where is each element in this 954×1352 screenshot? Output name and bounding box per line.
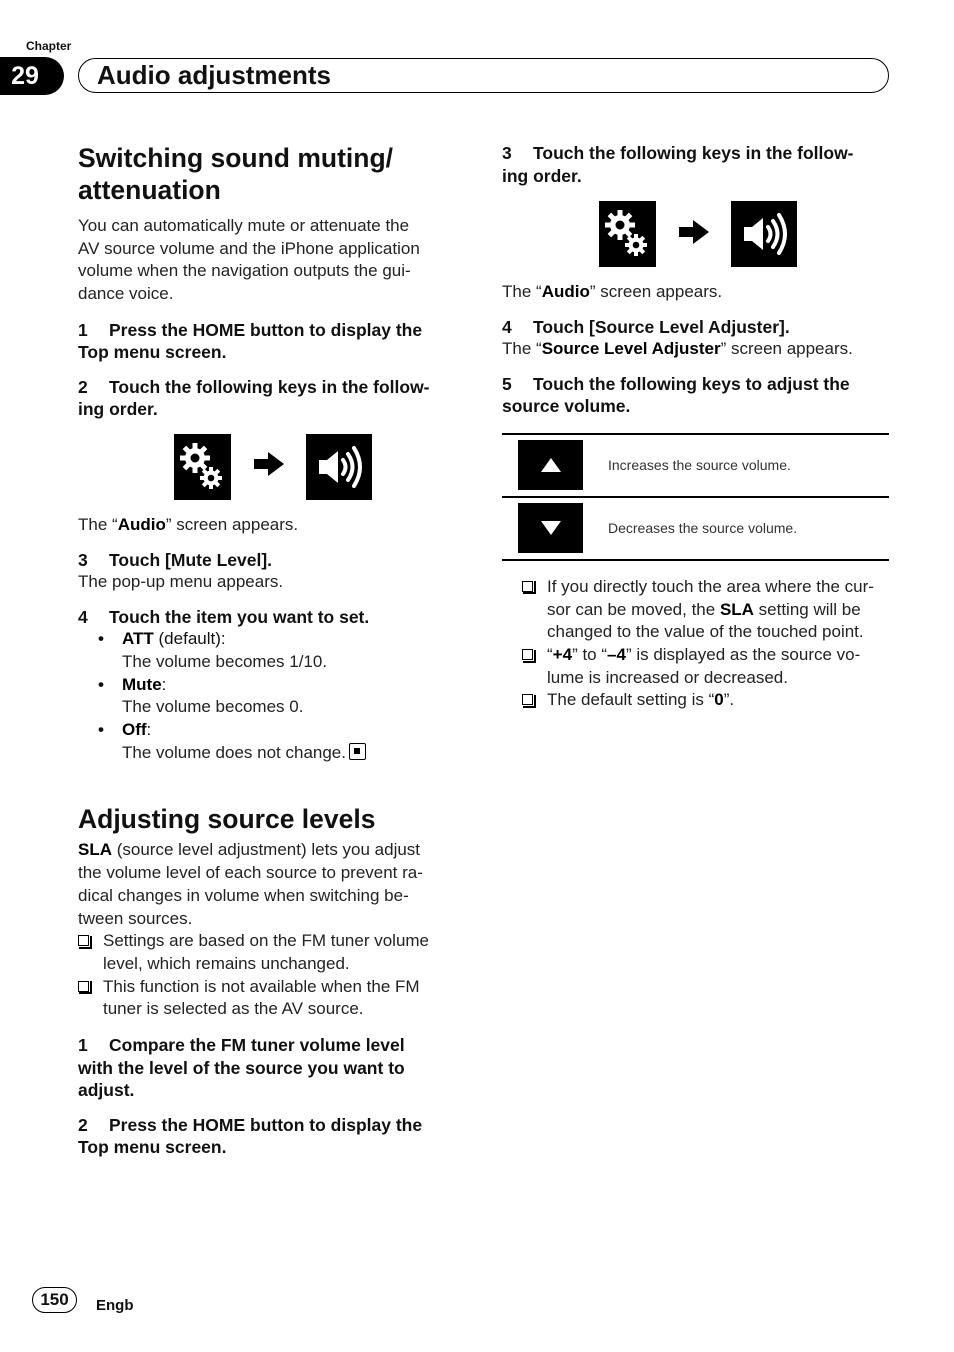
- step-number: 5: [502, 373, 512, 394]
- section-title-line: Switching sound muting/: [78, 143, 394, 173]
- step-2-sla: [78, 1114, 463, 1159]
- step-text: Press the HOME button to display the: [109, 319, 423, 340]
- chapter-title-box: [78, 58, 889, 93]
- left-column: [78, 142, 463, 1159]
- sla-screen-note: [502, 338, 889, 361]
- step-number: 4: [502, 316, 512, 337]
- step-text: Top menu screen.: [78, 342, 227, 363]
- key-row: [502, 498, 889, 561]
- settings-gear-icon: [599, 201, 656, 267]
- option-suffix: :: [161, 674, 167, 694]
- section-title-source-levels: Adjusting source levels: [78, 804, 376, 835]
- step-number: 3: [502, 143, 512, 163]
- text: The “: [502, 282, 542, 301]
- key-sequence: [599, 201, 889, 267]
- note-text: The default setting is “: [547, 690, 715, 710]
- bullet: •: [98, 674, 104, 694]
- text: The “: [502, 339, 542, 359]
- audio-speaker-icon: [306, 434, 372, 500]
- note-checkbox-icon: [78, 981, 89, 992]
- step-number: 3: [78, 549, 88, 570]
- note-text: If you directly touch the area where the cur-: [547, 576, 874, 596]
- option-name: Off: [122, 720, 147, 740]
- key-table: [502, 433, 889, 561]
- note-text: Settings are based on the FM tuner volume: [103, 931, 430, 951]
- intro-line: You can automatically mute or attenuate the: [78, 216, 410, 235]
- intro-line: dance voice.: [78, 284, 174, 304]
- option-suffix: :: [146, 720, 152, 740]
- step-number: 2: [78, 1114, 88, 1135]
- step-text: ing order.: [502, 165, 582, 186]
- step-text: Touch the following keys to adjust the: [533, 373, 850, 394]
- step-text: Press the HOME button to display the: [109, 1114, 423, 1135]
- key-desc: Increases the source volume.: [608, 457, 791, 474]
- screen-name: Audio: [541, 282, 590, 301]
- note-text: level, which remains unchanged.: [103, 953, 350, 973]
- step-text: Compare the FM tuner volume level: [109, 1035, 405, 1056]
- option-suffix: (default):: [153, 629, 226, 649]
- step-text: Touch the item you want to set.: [109, 606, 370, 627]
- note-item: [78, 976, 463, 1021]
- note-checkbox-icon: [78, 935, 89, 946]
- value-minus: –4: [607, 645, 626, 665]
- option-desc: The volume becomes 1/10.: [122, 651, 328, 671]
- chapter-label: Chapter: [26, 39, 72, 53]
- bullet: •: [98, 720, 104, 740]
- step-number: 2: [78, 376, 88, 397]
- key-row: [502, 435, 889, 498]
- section-title-line: attenuation: [78, 175, 221, 205]
- text: ” screen appears.: [720, 339, 853, 359]
- step-4-sla: [502, 316, 889, 339]
- right-column: [502, 142, 889, 712]
- page-number: 150: [32, 1287, 77, 1313]
- step-2: [78, 376, 463, 421]
- step-3-sla: [502, 142, 889, 187]
- step-text: Touch the following keys in the follow-: [109, 376, 430, 397]
- option-name: Mute: [122, 674, 162, 694]
- muting-intro: [78, 215, 463, 306]
- screen-name: Audio: [117, 514, 166, 534]
- audio-screen-note: [502, 281, 889, 304]
- option-item: [78, 674, 463, 697]
- option-desc: The volume becomes 0.: [122, 697, 304, 717]
- note-item: [522, 689, 889, 712]
- value-plus: +4: [552, 645, 573, 665]
- bullet: •: [98, 629, 104, 649]
- intro-line: AV source volume and the iPhone application: [78, 238, 420, 258]
- note-checkbox-icon: [522, 694, 533, 705]
- step-text: ing order.: [78, 399, 158, 420]
- step-3-desc: The pop-up menu appears.: [78, 572, 284, 592]
- step-text: Touch [Source Level Adjuster].: [533, 316, 790, 337]
- option-desc-text: The volume does not change.: [122, 742, 346, 762]
- language-code: Engb: [96, 1297, 134, 1314]
- section-end-icon: [349, 743, 366, 760]
- option-item: [78, 719, 463, 742]
- step-1-sla: [78, 1034, 463, 1102]
- step-5-sla: [502, 373, 889, 418]
- section-title-muting: [78, 142, 463, 206]
- text: The “: [78, 514, 118, 534]
- chapter-number: 29: [0, 57, 64, 95]
- step-number: 1: [78, 1035, 88, 1056]
- chapter-title: Audio adjustments: [97, 60, 332, 90]
- option-list: [78, 628, 463, 764]
- step-number: 1: [78, 319, 88, 340]
- note-text: “: [547, 645, 553, 665]
- triangle-down-icon: [518, 503, 583, 553]
- note-text: ”.: [723, 690, 735, 710]
- sla-term: SLA: [78, 840, 112, 860]
- default-value: 0: [714, 690, 724, 710]
- settings-gear-icon: [174, 434, 231, 500]
- note-text: setting will be: [753, 599, 861, 619]
- triangle-up-icon: [518, 440, 583, 490]
- step-text: source volume.: [502, 396, 631, 417]
- note-text: This function is not available when the FM: [103, 976, 420, 996]
- note-text: sor can be moved, the: [547, 599, 720, 619]
- step-1: [78, 319, 463, 364]
- step-text: with the level of the source you want to: [78, 1057, 405, 1078]
- note-text: tuner is selected as the AV source.: [103, 999, 364, 1019]
- step-text: Touch the following keys in the follow-: [533, 143, 854, 163]
- option-desc: [78, 742, 463, 765]
- intro-line: the volume level of each source to prevent ra-: [78, 863, 423, 883]
- note-item: [78, 930, 463, 975]
- step-4: [78, 606, 463, 629]
- sla-term: SLA: [719, 599, 754, 619]
- arrow-right-icon: [252, 450, 286, 483]
- intro-line: dical changes in volume when switching be-: [78, 885, 409, 905]
- step-3: [78, 549, 463, 572]
- screen-name: Source Level Adjuster: [541, 339, 721, 359]
- key-desc: Decreases the source volume.: [608, 520, 798, 537]
- note-item: [522, 644, 889, 689]
- right-notes: [522, 576, 889, 712]
- note-text: changed to the value of the touched point.: [547, 622, 864, 642]
- key-sequence: [174, 434, 463, 500]
- intro-line: tween sources.: [78, 908, 193, 928]
- note-checkbox-icon: [522, 649, 533, 660]
- arrow-right-icon: [677, 218, 711, 251]
- note-item: [522, 576, 889, 644]
- note-checkbox-icon: [522, 581, 533, 592]
- audio-screen-note: [78, 514, 463, 537]
- intro-line: volume when the navigation outputs the gui-: [78, 261, 411, 281]
- step-number: 4: [78, 606, 88, 627]
- audio-speaker-icon: [731, 201, 797, 267]
- note-text: ” is displayed as the source vo-: [625, 645, 861, 665]
- note-text: ” to “: [572, 645, 608, 665]
- option-name: ATT: [122, 629, 154, 649]
- intro-line: (source level adjustment) lets you adjust: [112, 840, 421, 860]
- source-levels-intro: [78, 839, 463, 930]
- text: ” screen appears.: [165, 514, 299, 534]
- step-text: Touch [Mute Level].: [109, 549, 273, 570]
- step-text: Top menu screen.: [78, 1137, 227, 1158]
- note-text: lume is increased or decreased.: [547, 667, 788, 687]
- option-item: [78, 628, 463, 651]
- step-text: adjust.: [78, 1080, 135, 1101]
- text: ” screen appears.: [589, 282, 723, 301]
